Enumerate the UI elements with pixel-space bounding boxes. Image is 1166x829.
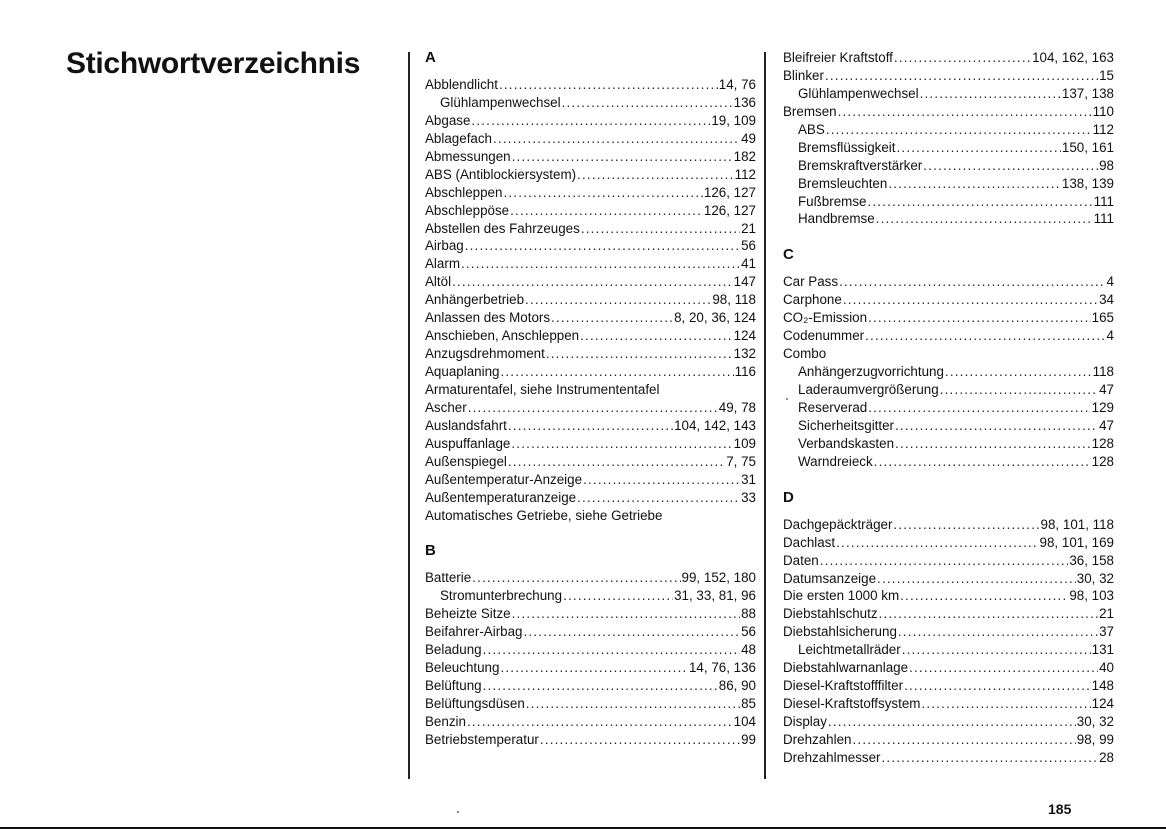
entry-pages: 137, 138 [1061, 85, 1114, 101]
index-entry [425, 731, 756, 749]
entry-pages: 56 [741, 624, 756, 640]
dot-leader [503, 184, 702, 202]
entry-pages: 7, 75 [726, 453, 756, 469]
entry-term: Ablagefach [425, 130, 493, 146]
index-entry [425, 220, 756, 238]
entry-pages: 110 [1092, 103, 1114, 119]
entry-term: Abmessungen [425, 148, 511, 164]
dot-leader [508, 453, 725, 471]
dot-leader [920, 85, 1061, 103]
dot-leader [525, 291, 711, 309]
index-subentry [783, 139, 1114, 157]
index-entry [425, 659, 756, 677]
index-entry [425, 677, 756, 695]
index-subentry [783, 381, 1114, 399]
entry-term: Batterie [425, 570, 472, 586]
section-letter: A [425, 49, 436, 66]
entry-pages: 30, 32 [1076, 570, 1114, 586]
entry-pages: 47 [1099, 417, 1114, 433]
entry-pages: 30, 32 [1076, 714, 1114, 729]
index-entry [425, 641, 756, 659]
entry-pages: 98, 99 [1076, 731, 1114, 747]
entry-pages: 148 [1091, 678, 1114, 694]
entry-pages: 116 [734, 364, 756, 379]
index-subentry [783, 641, 1114, 659]
entry-term: Außentemperatur-Anzeige [425, 471, 583, 487]
dot-leader [882, 749, 1099, 767]
entry-term: Drehzahlen [783, 731, 852, 747]
entry-term: Beleuchtung [425, 660, 500, 676]
entry-term: Anschieben, Anschleppen [425, 328, 580, 344]
entry-term: Abstellen des Fahrzeuges [425, 220, 580, 236]
dot-leader [512, 605, 740, 623]
entry-term: Außenspiegel [425, 453, 507, 469]
entry-term: Anlassen des Motors [425, 310, 551, 326]
entry-term: Ascher [425, 399, 467, 415]
index-entry [425, 291, 756, 309]
column-divider [764, 52, 766, 779]
index-entry [425, 184, 756, 202]
index-entry [783, 327, 1114, 345]
dot-leader [493, 130, 740, 148]
entry-pages: 147 [733, 274, 756, 290]
entry-pages: 98, 101, 169 [1039, 534, 1114, 550]
index-column-left [425, 49, 756, 749]
entry-term: Diebstahlsicherung [783, 624, 897, 640]
dot-leader [461, 255, 740, 273]
index-entry [425, 327, 756, 345]
dot-leader [483, 641, 741, 659]
index-entry [425, 255, 756, 273]
entry-pages: 49, 78 [718, 399, 756, 415]
dot-leader [526, 695, 740, 713]
entry-term: Anhängerbetrieb [425, 292, 525, 308]
dot-leader [500, 659, 688, 677]
index-entry [783, 695, 1114, 713]
index-entry [783, 677, 1114, 695]
index-subentry [783, 399, 1114, 417]
entry-term: Daten [783, 552, 819, 568]
dot-leader [874, 453, 1091, 471]
index-entry [783, 552, 1114, 570]
index-entry [783, 534, 1114, 552]
dot-leader [581, 220, 740, 238]
index-entry [425, 399, 756, 417]
entry-pages: 124 [1091, 696, 1114, 712]
index-subentry [783, 157, 1114, 175]
index-section [425, 49, 756, 524]
dot-leader [820, 552, 1069, 570]
entry-term: Automatisches Getriebe, siehe Getriebe [425, 507, 663, 523]
dot-leader [898, 623, 1098, 641]
dot-leader [836, 534, 1038, 552]
print-speck [457, 811, 459, 813]
dot-leader [562, 94, 733, 112]
index-subentry [783, 121, 1114, 139]
entry-term: Beifahrer-Airbag [425, 624, 523, 640]
entry-term: Combo [783, 346, 827, 362]
index-subentry [783, 193, 1114, 211]
dot-leader [540, 731, 740, 749]
entry-term: Auslandsfahrt [425, 417, 507, 433]
entry-pages: 31 [741, 471, 756, 487]
index-subentry [783, 435, 1114, 453]
index-entry [425, 713, 756, 731]
entry-pages: 111 [1093, 211, 1114, 227]
entry-term: Diesel-Kraftstofffilter [783, 678, 904, 694]
index-entry [425, 237, 756, 255]
entry-pages: 128 [1091, 453, 1114, 469]
dot-leader [888, 175, 1061, 193]
index-subentry [425, 587, 756, 605]
dot-leader [510, 202, 703, 220]
entry-pages: 126, 127 [703, 184, 756, 200]
entry-term: Car Pass [783, 274, 839, 290]
entry-pages: 21 [741, 220, 756, 236]
entry-term: Auspuffanlage [425, 435, 511, 451]
entry-pages: 111 [1093, 193, 1114, 209]
index-entry [783, 605, 1114, 623]
index-entry [425, 435, 756, 453]
index-section [783, 49, 1114, 228]
section-letter: D [783, 488, 794, 506]
entry-term: Diebstahlwarnanlage [783, 660, 909, 676]
entry-term: Aquaplaning [425, 364, 500, 379]
column-divider [408, 52, 410, 779]
index-entry [425, 623, 756, 641]
entry-term: Abgase [425, 112, 471, 128]
entry-term: Verbandskasten [798, 435, 895, 451]
index-section [425, 542, 756, 748]
entry-term: Benzin [425, 713, 466, 729]
index-entry [425, 148, 756, 166]
entry-pages: 86, 90 [718, 678, 756, 694]
dot-leader [825, 67, 1098, 85]
entry-pages: 88 [741, 606, 756, 622]
dot-leader [583, 471, 740, 489]
entry-term: Bremsflüssigkeit [798, 139, 896, 155]
entry-term: Bleifreier Kraftstoff [783, 50, 893, 65]
entry-term: CO₂-Emission [783, 310, 868, 326]
entry-pages: 34 [1099, 292, 1114, 308]
index-entry [783, 587, 1114, 605]
dot-leader [499, 76, 718, 94]
dot-leader [868, 399, 1090, 417]
index-column-right [783, 49, 1114, 767]
entry-pages: 182 [733, 148, 756, 164]
dot-leader [879, 605, 1099, 623]
entry-term: Armaturentafel, siehe Instrumententafel [425, 381, 660, 397]
entry-pages: 36, 158 [1069, 552, 1114, 568]
dot-leader [452, 273, 733, 291]
entry-pages: 104, 162, 163 [1032, 50, 1114, 65]
entry-term: Belüftung [425, 678, 482, 694]
entry-pages: 49 [741, 130, 756, 146]
entry-pages: 47 [1099, 382, 1114, 397]
entry-term: Carphone [783, 292, 842, 308]
entry-term: Blinker [783, 67, 824, 83]
entry-pages: 19, 109 [711, 112, 756, 128]
entry-pages: 15 [1099, 67, 1114, 83]
dot-leader [896, 139, 1060, 157]
index-entry [425, 166, 756, 184]
index-section [783, 489, 1114, 767]
index-entry [425, 381, 756, 399]
entry-pages: 138, 139 [1061, 175, 1114, 191]
entry-term: Diesel-Kraftstoffsystem [783, 696, 921, 712]
index-entry [783, 309, 1114, 327]
entry-pages: 132 [733, 346, 756, 362]
index-entry [783, 749, 1114, 767]
index-subentry [783, 175, 1114, 193]
index-subentry [783, 453, 1114, 471]
entry-pages: 112 [1092, 121, 1114, 137]
index-subentry [783, 210, 1114, 228]
entry-term: Altöl [425, 274, 452, 290]
entry-pages: 21 [1099, 606, 1114, 622]
entry-term: Laderaumvergrößerung [798, 382, 939, 397]
index-section [783, 246, 1114, 470]
index-entry [425, 273, 756, 291]
dot-leader [551, 309, 673, 327]
dot-leader [828, 713, 1076, 731]
entry-pages: 98 [1099, 157, 1114, 173]
dot-leader [500, 363, 733, 381]
index-entry [783, 570, 1114, 588]
index-entry [783, 291, 1114, 309]
entry-pages: 14, 76 [718, 77, 756, 92]
index-entry [783, 345, 1114, 363]
index-entry [425, 309, 756, 327]
entry-term: Abschleppen [425, 184, 503, 200]
entry-pages: 8, 20, 36, 124 [674, 310, 756, 326]
dot-leader [945, 363, 1092, 381]
entry-term: Glühlampenwechsel [798, 85, 919, 101]
entry-term: Drehzahlmesser [783, 749, 881, 765]
entry-pages: 131 [1091, 642, 1114, 658]
entry-pages: 126, 127 [703, 202, 756, 218]
index-subentry [783, 85, 1114, 103]
dot-leader [895, 435, 1091, 453]
dot-leader [577, 489, 740, 507]
entry-term: Datumsanzeige [783, 570, 877, 586]
entry-pages: 98, 118 [712, 292, 756, 308]
entry-pages: 56 [741, 238, 756, 254]
dot-leader [904, 677, 1091, 695]
entry-pages: 4 [1106, 274, 1114, 290]
entry-term: Die ersten 1000 km [783, 588, 900, 604]
dot-leader [465, 237, 740, 255]
dot-leader [563, 587, 673, 605]
index-entry [425, 202, 756, 220]
print-speck [786, 398, 788, 400]
index-entry [783, 273, 1114, 291]
entry-pages: 118 [1092, 364, 1114, 380]
index-entry [425, 471, 756, 489]
page-title: Stichwortverzeichnis [66, 47, 361, 80]
dot-leader [838, 103, 1092, 121]
dot-leader [839, 273, 1105, 291]
dot-leader [843, 291, 1098, 309]
entry-term: Fußbremse [798, 193, 867, 209]
index-entry [783, 67, 1114, 85]
entry-pages: 128 [1091, 435, 1114, 451]
entry-pages: 99 [741, 731, 756, 747]
entry-pages: 40 [1099, 660, 1114, 676]
index-subentry [783, 363, 1114, 381]
index-entry [783, 731, 1114, 749]
index-entry [425, 417, 756, 435]
entry-term: Leichtmetallräder [798, 642, 901, 658]
section-letter: B [425, 542, 436, 560]
entry-term: Abblendlicht [425, 77, 498, 92]
entry-pages: 99, 152, 180 [681, 570, 756, 586]
dot-leader [940, 381, 1098, 399]
index-entry [425, 489, 756, 507]
entry-pages: 14, 76, 136 [688, 660, 756, 676]
entry-pages: 129 [1091, 399, 1114, 415]
entry-pages: 112 [734, 166, 756, 182]
dot-leader [511, 435, 732, 453]
index-entry [783, 49, 1114, 67]
dot-leader [483, 677, 718, 695]
entry-pages: 48 [741, 642, 756, 658]
dot-leader [895, 417, 1098, 435]
dot-leader [921, 695, 1090, 713]
entry-pages: 136 [733, 94, 756, 110]
dot-leader [826, 121, 1092, 139]
dot-leader [909, 659, 1098, 677]
entry-term: ABS [798, 121, 825, 137]
entry-term: Handbremse [798, 211, 875, 227]
dot-leader [512, 148, 733, 166]
entry-pages: 4 [1106, 328, 1114, 344]
entry-term: Bremsen [783, 103, 837, 119]
entry-term: Sicherheitsgitter [798, 417, 895, 433]
dot-leader [865, 327, 1105, 345]
dot-leader [580, 327, 733, 345]
entry-term: Abschleppöse [425, 202, 510, 218]
entry-pages: 98, 103 [1069, 588, 1114, 604]
index-entry [425, 695, 756, 713]
dot-leader [876, 210, 1093, 228]
entry-term: Airbag [425, 238, 464, 254]
dot-leader [471, 112, 710, 130]
dot-leader [577, 166, 734, 184]
index-entry [783, 516, 1114, 534]
index-entry [425, 605, 756, 623]
entry-term: Codenummer [783, 328, 865, 344]
dot-leader [923, 157, 1098, 175]
entry-term: Beheizte Sitze [425, 606, 511, 622]
entry-pages: 104 [733, 713, 756, 729]
entry-term: Außentemperaturanzeige [425, 489, 577, 505]
entry-pages: 41 [741, 256, 756, 272]
index-entry [425, 507, 756, 525]
entry-pages: 28 [1099, 749, 1114, 765]
entry-term: Diebstahlschutz [783, 606, 878, 622]
entry-term: Dachgepäckträger [783, 516, 893, 532]
entry-pages: 150, 161 [1061, 139, 1114, 155]
dot-leader [867, 193, 1092, 211]
entry-pages: 31, 33, 81, 96 [674, 588, 756, 604]
dot-leader [508, 417, 673, 435]
index-entry [425, 130, 756, 148]
entry-term: Reserverad [798, 399, 868, 415]
index-entry [425, 112, 756, 130]
entry-pages: 165 [1091, 310, 1114, 326]
dot-leader [900, 587, 1068, 605]
entry-term: Bremsleuchten [798, 175, 888, 191]
index-entry [783, 623, 1114, 641]
dot-leader [468, 399, 718, 417]
entry-term: Glühlampenwechsel [440, 94, 561, 110]
index-entry [425, 345, 756, 363]
entry-pages: 85 [741, 696, 756, 711]
entry-pages: 33 [741, 489, 756, 505]
index-entry [783, 103, 1114, 121]
dot-leader [472, 569, 680, 587]
page-number: 185 [1048, 801, 1072, 817]
entry-pages: 109 [733, 435, 756, 451]
entry-term: Bremskraftverstärker [798, 157, 923, 173]
entry-pages: 37 [1099, 624, 1114, 640]
entry-term: Betriebstemperatur [425, 731, 539, 747]
entry-term: Stromunterbrechung [440, 588, 563, 604]
entry-pages: 104, 142, 143 [674, 417, 756, 433]
dot-leader [893, 516, 1039, 534]
entry-term: Beladung [425, 642, 482, 658]
entry-term: Anhängerzugvorrichtung [798, 364, 944, 380]
index-entry [783, 659, 1114, 677]
index-subentry [783, 417, 1114, 435]
dot-leader [546, 345, 733, 363]
dot-leader [877, 570, 1076, 588]
entry-term: Belüftungsdüsen [425, 696, 525, 711]
dot-leader [852, 731, 1075, 749]
index-entry [425, 76, 756, 94]
entry-term: Warndreieck [798, 453, 873, 469]
dot-leader [524, 623, 741, 641]
entry-term: Anzugsdrehmoment [425, 346, 545, 362]
entry-term: Dachlast [783, 534, 836, 550]
dot-leader [894, 49, 1031, 67]
entry-pages: 98, 101, 118 [1040, 516, 1114, 532]
entry-pages: 124 [733, 328, 756, 344]
index-entry [425, 363, 756, 381]
entry-term: Display [783, 714, 827, 729]
dot-leader [467, 713, 733, 731]
index-subentry [425, 94, 756, 112]
index-entry [783, 713, 1114, 731]
dot-leader [868, 309, 1091, 327]
index-entry [425, 569, 756, 587]
index-entry [425, 453, 756, 471]
entry-term: ABS (Antiblockiersystem) [425, 166, 577, 182]
dot-leader [902, 641, 1091, 659]
entry-term: Alarm [425, 256, 460, 272]
section-letter: C [783, 246, 794, 264]
